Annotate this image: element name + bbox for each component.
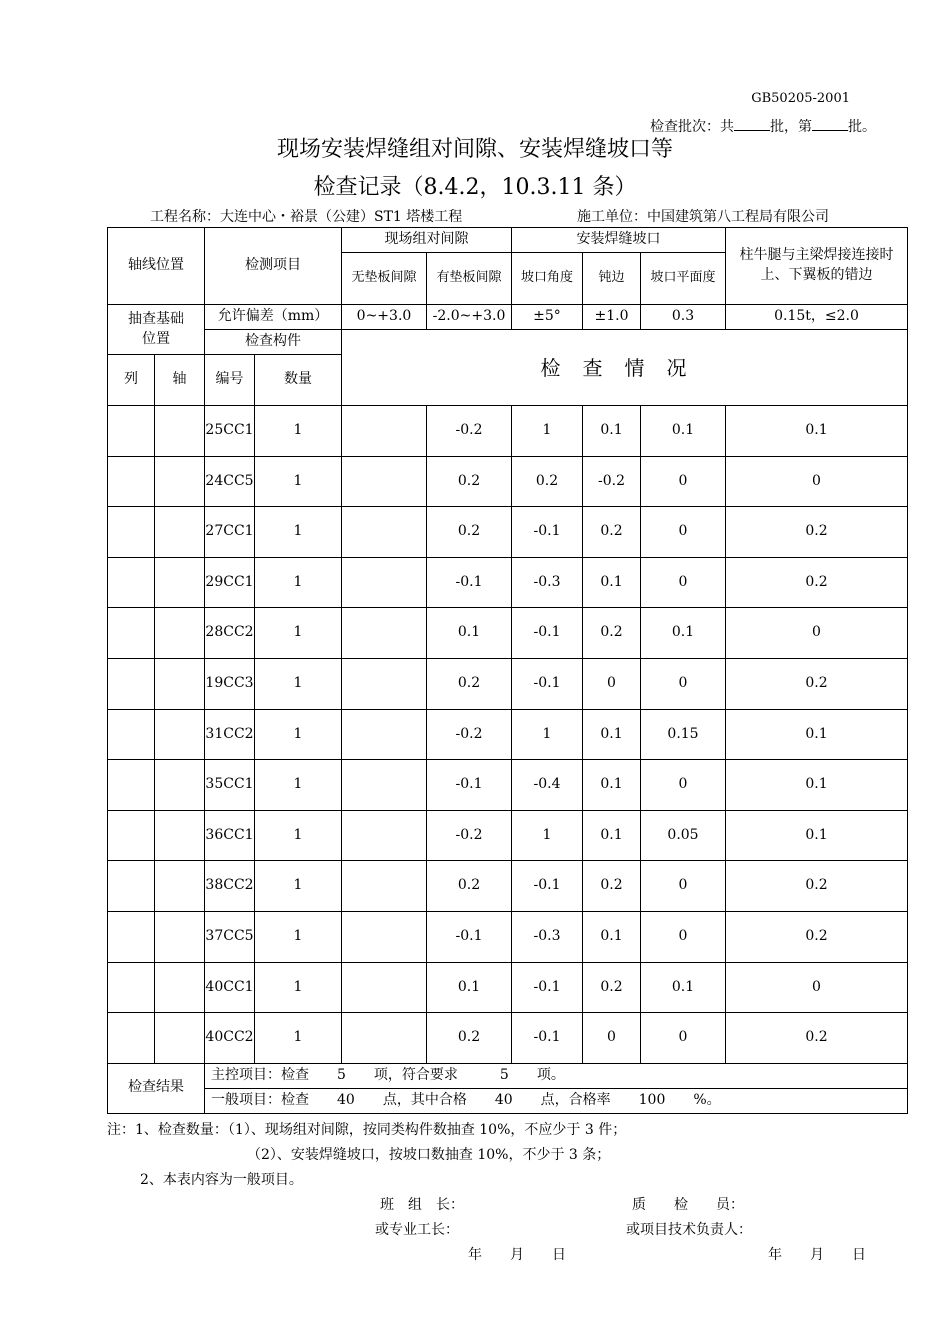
project-name: 工程名称：大连中心・裕景（公建）ST1 塔楼工程 (150, 209, 463, 225)
tolerance-label: 允许偏差（mm） (205, 305, 342, 330)
tolerance-no-pad: 0~+3.0 (342, 305, 427, 330)
bevel-angle: -0.1 (512, 507, 583, 558)
with-pad-gap: 0.2 (427, 1013, 512, 1064)
bevel-flatness: 0 (641, 456, 726, 507)
quantity: 1 (255, 962, 342, 1013)
with-pad-gap: -0.2 (427, 406, 512, 457)
batch-prefix: 检查批次：共 (650, 119, 734, 135)
with-pad-gap: 0.2 (427, 456, 512, 507)
axis-cell (155, 911, 205, 962)
component-id: 29CC1 (205, 557, 255, 608)
no-pad-gap (342, 962, 427, 1013)
column-cell (108, 810, 155, 861)
column-cell (108, 456, 155, 507)
bevel-angle: -0.1 (512, 608, 583, 659)
tolerance-with-pad: -2.0~+3.0 (427, 305, 512, 330)
column-cell (108, 709, 155, 760)
component-id: 24CC5 (205, 456, 255, 507)
tolerance-blunt: ±1.0 (583, 305, 641, 330)
axis-cell (155, 810, 205, 861)
corbel-offset: 0.2 (726, 911, 908, 962)
header-sample-base: 抽查基础位置 (108, 305, 205, 355)
table-row (108, 406, 908, 457)
bevel-angle: -0.3 (512, 557, 583, 608)
team-leader-label: 班 组 长： (380, 1197, 464, 1213)
bevel-angle: 0.2 (512, 456, 583, 507)
blunt-edge: 0.1 (583, 810, 641, 861)
bevel-angle: -0.3 (512, 911, 583, 962)
blunt-edge: 0.2 (583, 962, 641, 1013)
no-pad-gap (342, 507, 427, 558)
bevel-flatness: 0 (641, 507, 726, 558)
contractor-name: 施工单位：中国建筑第八工程局有限公司 (577, 209, 829, 225)
axis-cell (155, 962, 205, 1013)
axis-cell (155, 760, 205, 811)
corbel-offset: 0.1 (726, 760, 908, 811)
component-id: 25CC1 (205, 406, 255, 457)
with-pad-gap: -0.1 (427, 760, 512, 811)
quantity: 1 (255, 658, 342, 709)
component-id: 27CC1 (205, 507, 255, 558)
bevel-flatness: 0 (641, 1013, 726, 1064)
bevel-angle: -0.4 (512, 760, 583, 811)
inspector-label: 质 检 员： (632, 1197, 744, 1213)
note-line2: （2）、安装焊缝坡口，按坡口数抽查 10%，不少于 3 条； (247, 1147, 611, 1163)
axis-cell (155, 406, 205, 457)
axis-cell (155, 608, 205, 659)
no-pad-gap (342, 456, 427, 507)
component-id: 35CC1 (205, 760, 255, 811)
component-id: 40CC1 (205, 962, 255, 1013)
quantity: 1 (255, 810, 342, 861)
header-inspect-item: 检测项目 (205, 228, 342, 305)
table-row (108, 1013, 908, 1064)
column-cell (108, 861, 155, 912)
corbel-offset: 0.2 (726, 1013, 908, 1064)
corbel-offset: 0.2 (726, 507, 908, 558)
bevel-angle: -0.1 (512, 658, 583, 709)
bevel-flatness: 0.05 (641, 810, 726, 861)
note-line3: 2、本表内容为一般项目。 (140, 1172, 303, 1188)
tolerance-corbel: 0.15t，≤2.0 (726, 305, 908, 330)
blunt-edge: 0.2 (583, 861, 641, 912)
quantity: 1 (255, 760, 342, 811)
tech-lead-label: 或项目技术负责人： (626, 1222, 752, 1238)
column-cell (108, 962, 155, 1013)
axis-cell (155, 709, 205, 760)
bevel-flatness: 0 (641, 911, 726, 962)
blunt-edge: 0.1 (583, 557, 641, 608)
blunt-edge: 0 (583, 1013, 641, 1064)
blunt-edge: 0.1 (583, 911, 641, 962)
bevel-angle: -0.1 (512, 1013, 583, 1064)
column-cell (108, 608, 155, 659)
header-no-pad: 无垫板间隙 (342, 253, 427, 305)
bevel-flatness: 0.1 (641, 608, 726, 659)
result-general: 一般项目：检查 40 点，其中合格 40 点，合格率 100 %。 (205, 1088, 908, 1113)
corbel-offset: 0.2 (726, 861, 908, 912)
batch-number-blank[interactable] (812, 118, 848, 131)
data-rows (108, 406, 908, 1064)
table-row (108, 962, 908, 1013)
page-title-line1: 现场安装焊缝组对间隙、安装焊缝坡口等 (276, 137, 673, 162)
quantity: 1 (255, 709, 342, 760)
column-cell (108, 911, 155, 962)
quantity: 1 (255, 1013, 342, 1064)
corbel-offset: 0 (726, 608, 908, 659)
blunt-edge: -0.2 (583, 456, 641, 507)
quantity: 1 (255, 406, 342, 457)
axis-cell (155, 507, 205, 558)
no-pad-gap (342, 557, 427, 608)
column-cell (108, 406, 155, 457)
table-row (108, 709, 908, 760)
corbel-offset: 0.2 (726, 557, 908, 608)
axis-cell (155, 1013, 205, 1064)
no-pad-gap (342, 709, 427, 760)
header-bevel-angle: 坡口角度 (512, 253, 583, 305)
with-pad-gap: 0.2 (427, 861, 512, 912)
component-id: 28CC2 (205, 608, 255, 659)
component-id: 31CC2 (205, 709, 255, 760)
with-pad-gap: 0.1 (427, 608, 512, 659)
header-component: 检查构件 (205, 330, 342, 355)
bevel-flatness: 0 (641, 861, 726, 912)
table-row (108, 810, 908, 861)
table-row (108, 760, 908, 811)
corbel-offset: 0.2 (726, 658, 908, 709)
no-pad-gap (342, 658, 427, 709)
no-pad-gap (342, 760, 427, 811)
corbel-offset: 0.1 (726, 709, 908, 760)
batch-suffix: 批。 (848, 119, 876, 135)
foreman-label: 或专业工长： (375, 1222, 459, 1238)
with-pad-gap: 0.2 (427, 507, 512, 558)
result-label: 检查结果 (108, 1063, 205, 1113)
corbel-offset: 0.1 (726, 406, 908, 457)
bevel-flatness: 0 (641, 557, 726, 608)
bevel-flatness: 0.15 (641, 709, 726, 760)
bevel-angle: 1 (512, 406, 583, 457)
blunt-edge: 0.2 (583, 608, 641, 659)
table-row (108, 608, 908, 659)
bevel-angle: -0.1 (512, 962, 583, 1013)
blunt-edge: 0.1 (583, 709, 641, 760)
header-situation: 检查情况 (342, 330, 908, 406)
component-id: 36CC1 (205, 810, 255, 861)
no-pad-gap (342, 608, 427, 659)
blunt-edge: 0.1 (583, 406, 641, 457)
corbel-offset: 0 (726, 962, 908, 1013)
inspection-table (107, 227, 908, 1114)
note-line1: 注：1、检查数量：（1）、现场组对间隙，按同类构件数抽查 10%，不应少于 3 件； (107, 1122, 627, 1138)
blunt-edge: 0.2 (583, 507, 641, 558)
corbel-offset: 0.1 (726, 810, 908, 861)
date-left: 年 月 日 (468, 1247, 566, 1263)
header-axis-position: 轴线位置 (108, 228, 205, 305)
column-cell (108, 557, 155, 608)
header-bevel-flatness: 坡口平面度 (641, 253, 726, 305)
table-row (108, 507, 908, 558)
table-row (108, 861, 908, 912)
header-gap-group: 现场组对间隙 (342, 228, 512, 253)
column-cell (108, 1013, 155, 1064)
no-pad-gap (342, 911, 427, 962)
header-col: 列 (108, 355, 155, 406)
with-pad-gap: 0.2 (427, 658, 512, 709)
header-number: 编号 (205, 355, 255, 406)
tolerance-flat: 0.3 (641, 305, 726, 330)
bevel-angle: 1 (512, 810, 583, 861)
column-cell (108, 658, 155, 709)
no-pad-gap (342, 810, 427, 861)
bevel-flatness: 0 (641, 658, 726, 709)
table-row (108, 456, 908, 507)
header-quantity: 数量 (255, 355, 342, 406)
bevel-flatness: 0.1 (641, 962, 726, 1013)
axis-cell (155, 557, 205, 608)
column-cell (108, 760, 155, 811)
axis-cell (155, 861, 205, 912)
header-axis: 轴 (155, 355, 205, 406)
quantity: 1 (255, 507, 342, 558)
table-row (108, 658, 908, 709)
batch-mid: 批，第 (770, 119, 812, 135)
corbel-offset: 0 (726, 456, 908, 507)
table-row (108, 557, 908, 608)
header-corbel: 柱牛腿与主梁焊接连接时上、下翼板的错边 (726, 228, 908, 305)
component-id: 40CC2 (205, 1013, 255, 1064)
with-pad-gap: -0.1 (427, 557, 512, 608)
header-bevel-group: 安装焊缝坡口 (512, 228, 726, 253)
table-row (108, 911, 908, 962)
bevel-flatness: 0.1 (641, 406, 726, 457)
with-pad-gap: -0.1 (427, 911, 512, 962)
quantity: 1 (255, 608, 342, 659)
no-pad-gap (342, 1013, 427, 1064)
quantity: 1 (255, 557, 342, 608)
component-id: 37CC5 (205, 911, 255, 962)
standard-code: GB50205-2001 (751, 91, 850, 106)
tolerance-angle: ±5° (512, 305, 583, 330)
quantity: 1 (255, 861, 342, 912)
component-id: 38CC2 (205, 861, 255, 912)
result-main-control: 主控项目：检查 5 项，符合要求 5 项。 (205, 1063, 908, 1088)
quantity: 1 (255, 911, 342, 962)
axis-cell (155, 456, 205, 507)
header-blunt-edge: 钝边 (583, 253, 641, 305)
no-pad-gap (342, 861, 427, 912)
batch-total-blank[interactable] (734, 118, 770, 131)
header-with-pad: 有垫板间隙 (427, 253, 512, 305)
component-id: 19CC3 (205, 658, 255, 709)
no-pad-gap (342, 406, 427, 457)
bevel-angle: 1 (512, 709, 583, 760)
blunt-edge: 0 (583, 658, 641, 709)
axis-cell (155, 658, 205, 709)
with-pad-gap: -0.2 (427, 810, 512, 861)
page-title-line2: 检查记录（8.4.2，10.3.11 条） (313, 175, 637, 200)
quantity: 1 (255, 456, 342, 507)
date-right: 年 月 日 (768, 1247, 866, 1263)
with-pad-gap: 0.1 (427, 962, 512, 1013)
bevel-angle: -0.1 (512, 861, 583, 912)
bevel-flatness: 0 (641, 760, 726, 811)
with-pad-gap: -0.2 (427, 709, 512, 760)
blunt-edge: 0.1 (583, 760, 641, 811)
column-cell (108, 507, 155, 558)
